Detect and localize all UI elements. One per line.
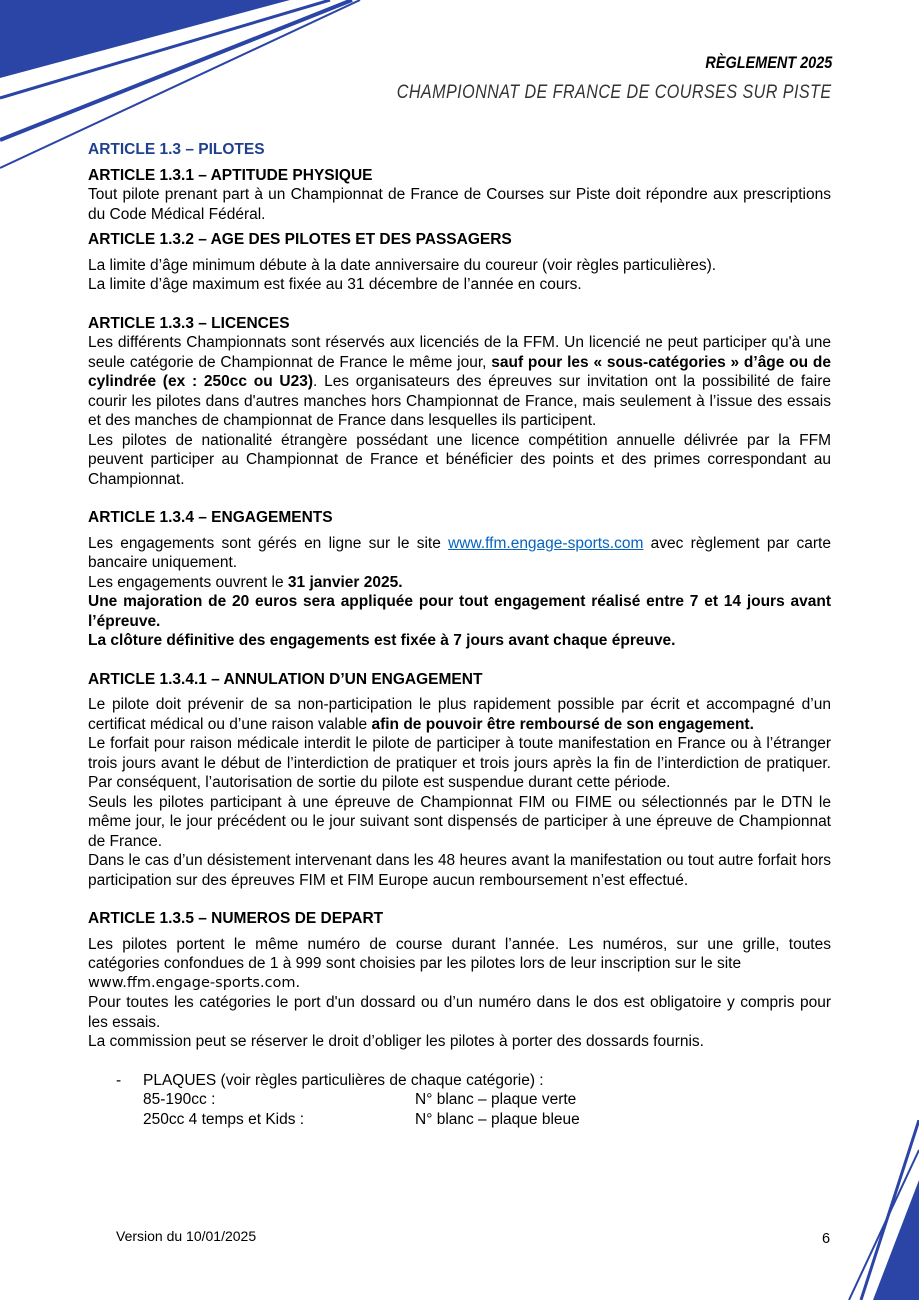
header-subtitle: CHAMPIONNAT DE FRANCE DE COURSES SUR PISTE — [397, 82, 832, 103]
plaque-category: 85-190cc : — [143, 1091, 216, 1108]
bold-span: Une majoration de 20 euros sera appliquée pour tout engagement réalisé entre 7 et 14 jours avant l’épreuve. — [88, 593, 831, 630]
table-row — [116, 1090, 831, 1110]
page-number: 6 — [822, 1231, 831, 1247]
article-1-3-3-text-2: Les pilotes de nationalité étrangère possédant une licence compétition annuelle délivrée par la FFM peuvent participer au Championnat de France et bénéficier des points et des primes correspondant au Championnat. — [88, 431, 831, 488]
bold-span: sauf pour les « sous-catégories » d’âge ou de cylindrée (ex : 250cc ou U23) — [88, 353, 831, 390]
article-1-3-5-text-2: Pour toutes les catégories le port d'un dossard ou d’un numéro dans le dos est obligatoire y compris pour les essais. — [88, 994, 831, 1031]
article-1-3-5-url: www.ffm.engage-sports.com. — [88, 974, 301, 991]
article-1-3-4-1-text-4: Dans le cas d’un désistement intervenant dans les 48 heures avant la manifestation ou tout autre forfait hors participation sur des épreuves FIM et FIM Europe aucun remboursement n’est effectué. — [88, 852, 831, 889]
article-1-3-1-heading: ARTICLE 1.3.1 – APTITUDE PHYSIQUE — [88, 166, 373, 184]
article-1-3-4-1-text-1 — [88, 695, 831, 734]
article-1-3-2-heading: ARTICLE 1.3.2 – AGE DES PILOTES ET DES PASSAGERS — [88, 231, 512, 248]
plaque-category: 250cc 4 temps et Kids : — [143, 1110, 305, 1128]
article-1-3-3-heading: ARTICLE 1.3.3 – LICENCES — [88, 314, 290, 332]
text-span: Les différents Championnats sont réservés aux licenciés de la FFM. Un licencié ne peut participer qu'à une seule catégorie de Championnat de France le même jour, — [88, 334, 831, 371]
plaque-description: N° blanc – plaque bleue — [415, 1110, 580, 1128]
plaques-list — [88, 1071, 831, 1130]
article-1-3-4-text-4 — [88, 631, 831, 651]
article-1-3-3-text-1 — [88, 333, 831, 431]
text-span: Les engagements sont gérés en ligne sur le site — [88, 534, 449, 552]
text-span: avec règlement par carte bancaire uniquement. — [88, 534, 831, 571]
header-title: RÈGLEMENT 2025 — [705, 53, 832, 72]
document-body — [88, 140, 831, 1129]
text-span: . Les organisateurs des épreuves sur invitation ont la possibilité de faire courir les pilotes dans d'autres manches hors Championnat de France, mais seulement à l’issue des essais et des manches de championnat de France dans lesquelles ils participent. — [88, 373, 831, 429]
table-row — [116, 1110, 831, 1130]
list-dash: - — [116, 1071, 122, 1089]
footer-version: Version du 10/01/2025 — [116, 1228, 257, 1244]
article-1-3-4-text-1 — [88, 534, 831, 573]
bold-span: 31 janvier 2025. — [287, 573, 403, 591]
article-1-3-5-text-1: Les pilotes portent le même numéro de course durant l’année. Les numéros, sur une grille, toutes catégories confondues de 1 à 999 sont choisies par les pilotes lors de leur inscription sur le site — [88, 935, 831, 972]
text-span: Les engagements ouvrent le — [88, 573, 288, 591]
article-1-3-heading: ARTICLE 1.3 – PILOTES — [88, 141, 265, 158]
article-1-3-4-heading: ARTICLE 1.3.4 – ENGAGEMENTS — [88, 509, 333, 526]
article-1-3-4-1-heading: ARTICLE 1.3.4.1 – ANNULATION D’UN ENGAGEMENT — [88, 670, 483, 688]
engage-sports-link[interactable]: www.ffm.engage-sports.com — [448, 534, 644, 552]
plaques-title: PLAQUES (voir règles particulières de chaque catégorie) : — [143, 1071, 544, 1089]
article-1-3-5-text-3: La commission peut se réserver le droit d’obliger les pilotes à porter des dossards fournis. — [88, 1033, 704, 1050]
article-1-3-2-text-2: La limite d’âge maximum est fixée au 31 décembre de l’année en cours. — [88, 276, 582, 293]
article-1-3-1-text: Tout pilote prenant part à un Championnat de France de Courses sur Piste doit répondre aux prescriptions du Code Médical Fédéral. — [88, 186, 831, 223]
text-span: Le pilote doit prévenir de sa non-participation le plus rapidement possible par écrit et accompagné d’un certificat médical ou d’une raison valable — [88, 696, 831, 733]
article-1-3-2-text-1: La limite d’âge minimum débute à la date anniversaire du coureur (voir règles particulières). — [88, 256, 717, 274]
article-1-3-4-text-3 — [88, 592, 831, 631]
article-1-3-4-text-2 — [88, 573, 831, 593]
bold-span: afin de pouvoir être remboursé de son engagement. — [371, 715, 754, 733]
footer-stripes-decoration — [839, 1120, 919, 1300]
article-1-3-5-heading: ARTICLE 1.3.5 – NUMEROS DE DEPART — [88, 910, 384, 927]
article-1-3-4-1-text-2: Le forfait pour raison médicale interdit le pilote de participer à toute manifestation en France ou à l’étranger trois jours avant le début de l’interdiction de pratiquer et trois jours après la fin de l’interdiction de pratiquer. Par conséquent, l’autorisation de sortie du pilote est suspendue durant cette période. — [88, 735, 831, 791]
plaques-title-row — [116, 1071, 831, 1091]
bold-span: La clôture définitive des engagements est fixée à 7 jours avant chaque épreuve. — [88, 632, 676, 649]
article-1-3-4-1-text-3: Seuls les pilotes participant à une épreuve de Championnat FIM ou FIME ou sélectionnés par le DTN le même jour, le jour précédent ou le jour suivant sont dispensés de participer à une épreuve de Championnat de France. — [88, 793, 831, 850]
plaque-description: N° blanc – plaque verte — [415, 1091, 577, 1108]
